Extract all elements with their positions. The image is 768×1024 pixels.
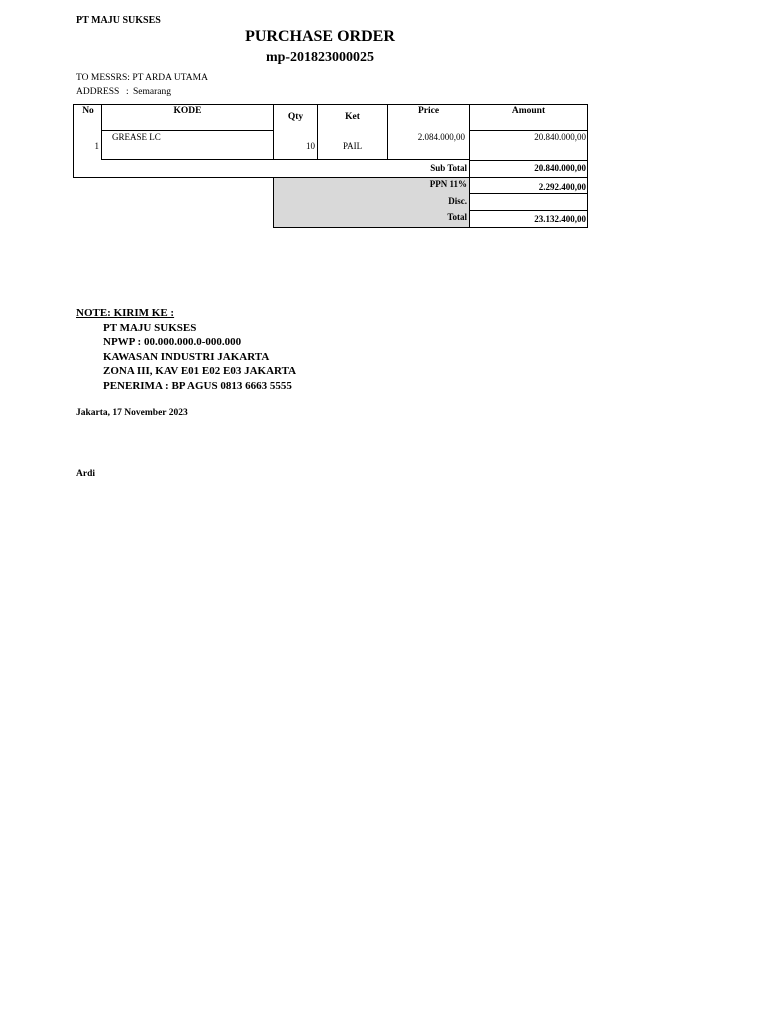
messrs-line xyxy=(76,73,208,83)
row-amount: 20.840.000,00 xyxy=(534,132,586,142)
ppn-value: 2.292.400,00 xyxy=(538,182,586,192)
row-no: 1 xyxy=(94,141,99,151)
document-title: PURCHASE ORDER xyxy=(245,28,395,45)
note-title: NOTE: KIRIM KE : xyxy=(76,307,175,319)
disc-label: Disc. xyxy=(448,196,467,206)
col-header-price: Price xyxy=(417,106,440,116)
col-header-kode: KODE xyxy=(173,106,202,116)
row-price: 2.084.000,00 xyxy=(417,132,465,142)
row-kode: GREASE LC xyxy=(112,132,161,142)
messrs-label: TO MESSRS: xyxy=(76,73,130,83)
total-value: 23.132.400,00 xyxy=(534,214,586,224)
ppn-label: PPN 11% xyxy=(429,179,467,189)
signer-name: Ardi xyxy=(76,469,95,479)
subtotal-value: 20.840.000,00 xyxy=(534,163,586,173)
col-header-no: No xyxy=(82,106,94,116)
note-line: PT MAJU SUKSES xyxy=(103,322,197,334)
note-line: KAWASAN INDUSTRI JAKARTA xyxy=(103,351,270,363)
total-label: Total xyxy=(447,212,467,222)
document-date: Jakarta, 17 November 2023 xyxy=(76,408,188,418)
subtotal-label: Sub Total xyxy=(430,163,467,173)
col-header-qty: Qty xyxy=(287,112,304,122)
row-ket: PAIL xyxy=(343,141,363,151)
col-header-ket: Ket xyxy=(345,112,360,122)
note-line: NPWP : 00.000.000.0-000.000 xyxy=(103,336,242,348)
note-line: ZONA III, KAV E01 E02 E03 JAKARTA xyxy=(103,365,297,377)
po-number: mp-201823000025 xyxy=(265,50,375,65)
address-value: Semarang xyxy=(133,87,171,97)
address-label: ADDRESS xyxy=(76,87,120,97)
company-name: PT MAJU SUKSES xyxy=(76,15,161,26)
note-line: PENERIMA : BP AGUS 0813 6663 5555 xyxy=(103,380,292,392)
address-separator: : xyxy=(126,87,129,97)
col-header-amount: Amount xyxy=(511,106,546,116)
row-qty: 10 xyxy=(306,141,315,151)
messrs-value: PT ARDA UTAMA xyxy=(132,73,208,83)
